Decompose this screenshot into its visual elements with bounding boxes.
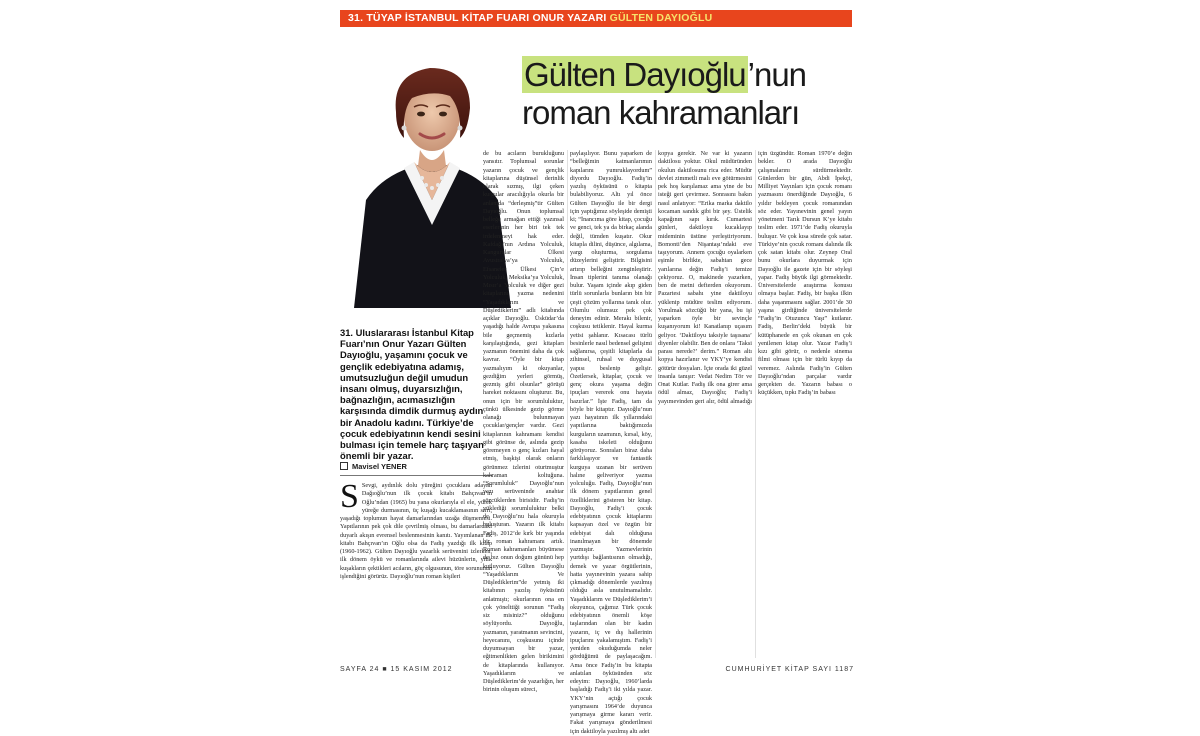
column-4-text: kopya gerekir. Ne var ki yazarın daktilosu yoktur. Okul müdüründen okulun daktilosunu rica eder. Müdür devlet zimmetli malı eve götürmesini pek hoş karşılamaz ama yine de bu isteği geri çevirmez. Sonrasını bakın nasıl anlatıyor: “Erika marka daktilo kocaman sandık gibi bir şey. Üstelik kapağının sapı kırık. Cumartesi günleri, daktiloyu kucaklayıp mideminin üstüne yerleştiriyorum. Bomonti’den Nişantaşı’ndaki eve taşıyorum. Annem çocuğu oyalarken eşimle birlikte, sabahtan gece yarılarına değin Fadiş’i temize çekiyoruz. O, makinede yazarken, ben de metni defterden okuyorum. Pazartesi sabahı yine daktiloyu yüklenip müdüre teslim ediyorum. Yorulmak sözcüğü bir yana, bu işi yaparken öyle bir sevinçle kuşanıyorum ki! Kanatlanıp uçasım geliyor. ‘Daktiloyu taksiyle taşısana’ diyenler olabilir. Ben de onlara ‘Taksi parası nerede?’ derim.” Roman altı kopya hazırlanır ve YKY’ye kendisi götürür dosyaları. İçte orada iki güzel insanla tanışır: Vedat Nedim Tör ve Onat Kutlar. Fadiş ilk ona girer ama ödül almaz, Dayıoğlu; Fadiş’i yayımevinden geri alır, ödül almadığı için üzgündür. Roman 1970’e değin bekler. O arada Dayıoğlu çalışmalarını sürdürmektedir. Günlerden bir gün, Abdi İpekçi, Milliyet Yayınları için çocuk romanı yazmasını önerdiğinde Dayıoğlu, 6 yıldır bekleyen çocuk romanından söz eder. Yayınevinin genel yayın yönetmeni Tarık Dursun K’ye kitabı teslim eder. 1971’de Fadiş okuruyla buluşur. Ve çok kısa sürede çok satar. Türkiye’nin çocuk romanı dalında ilk çok satan kitabı olur. Zeynep Oral bunu okurlara duyurmak için Dayıoğlu ile gazete için bir söyleşi yapar. Fadiş büyük ilgi görmektedir. Üniversitelerde araştırma konusu olmaya başlar. Fadiş, bir başka ilkin daha yaşanmasını sağlar. 2001’de 30 yaşına girdiğinde üniversitelerde “Fadiş’in Otuzuncu Yaşı” kutlanır. Fadiş, Berlin’deki büyük bir kütüphanede en çok okunan en çok yenilenen kitap olur. Yazar Fadiş’i kızı gibi görür, o nedenle sinema filmi olması için bir türlü kıyıp da veremez. Aslında Fadiş’in Gülten Dayıoğlu’ndan parçalar vardır gerçekten de. Yazarın babası o küçükken, tıpkı Fadiş’in babası <box>658 150 852 405</box>
divider <box>340 475 492 476</box>
title-rest-line1: ’nun <box>747 56 807 93</box>
lead-paragraph: 31. Uluslararası İstanbul Kitap Fuarı’nın Onur Yazarı Gülten Dayıoğlu, yaşamını çocuk ve gençlik edebiyatına adamış, umutsuzluğun değil umudun insanı olmuş, duyarsızlığın, bağnazlığın, acımasızlığın karşısında dimdik durmuş aydın bir Anadolu kadını. Türkiye’de çocuk edebiyatının kendi sesini bulması için temele harç taşıyan önemli bir yazar. <box>340 327 484 462</box>
banner-highlight: GÜLTEN DAYIOĞLU <box>609 12 713 24</box>
article-column-1 <box>340 478 492 662</box>
footer-page-info: SAYFA 24 ■ 15 KASIM 2012 <box>340 666 453 673</box>
banner-prefix: 31. TÜYAP İSTANBUL KİTAP FUARI ONUR YAZARI <box>348 12 610 24</box>
footer-publication: CUMHURİYET KİTAP SAYI 1187 <box>725 666 854 673</box>
title-name: Gülten Dayıoğlu <box>524 56 746 93</box>
title-rest-line2: roman kahramanları <box>522 94 800 131</box>
column-divider <box>567 150 568 658</box>
author-name: Mavisel YENER <box>352 462 407 471</box>
column-3-text: paylaşılıyor. Bunu yaparken de “belleğimin katmanlarımın kapılarını yumruklayordum” diyordu Dayıoğlu. Fadiş’in yazılış öyküsünü o kitapta bulabiliyoruz. Altı yıl önce Gülten Dayıoğlu ile bir dergi için yaptığımız söyleşide demişti ki; “İnancıma göre kitap, çocuğu ve genci, tek ya da birkaç alanda değil, tümden kuşatır. Okur kitapla dilini, düşünce, algılama, yargı oluşturma, sorgulama düzeylerini geliştirir. Bilgisini artırıp belleğini zenginleştirir. İnsan tiplerini tanıma olanağı bulur. Yaşam içinde akıp giden türlü sorunlarla bunların bin bir çeşit çözüm yollarına tanık olur. Olumlu olumsuz pek çok deneyim edinir. Merakı bilenir, coşkusu tetiklenir. Hayal kurma yetisi şahlanır. Kısacası türlü besinlerle nasıl bedensel gelişimi sağlanırsa, çeşitli kitaplarla da zihinsel, ruhsal ve duygusal yapısı beslenip gelişir. Özetlersek, kitaplar, çocuk ve genç okura yaşama değin ipuçları vererek onu hayata hazırlar.” İşte Fadiş, tam da böyle bir kitaptır. Dayıoğlu’nun yazı hayatının ilk yıllarındaki yapıtlarına baktığımızda kurguların uzamının, kırsal, köy, kasaba iskeleti olduğunu görüyoruz. Sonraları biraz daha farklılaşıyor ve fantastik kurguya uzanan bir serüven halıne geliveriyor yazma yolculuğu. Fadiş, Dayıoğlu’nun ilk dönem yapıtlarının genel özelliklerini gösteren bir kitap. Dayıoğlu, Fadiş’i çocuk edebiyatının çocuk kitaplarını kapsayan özel ve özgün bir edebiyat dalı olduğuna inanılmayan bir dönemde yazmıştır. Yazmevlerinin yurtdışı bağlantısının olmadığı, demek ve yazar örgütlerinin, hatta yayınevinin yazara sahip çıkmadığı dönemlerde yazılmış olduğu asla unutulmamalıdır. Yaşadıklarım ve Düşlediklerim’i okuyunca, çağımız Türk çocuk edebiyatının önemli köşe taşlarından olan bir kadın yazarın, iç ve dış hallerinin ipuçlarını yakalamıştım. Fadiş’i yeniden okuduğumda neler gördüğümü de paylaşacağım. Ama önce Fadiş’in bu kitapta anlatılan öyküsünden söz edeyim: Dayıoğlu, 1960’larda başladığı Fadiş’i iki yılda yazar. YKY’nin açtığı çocuk yarışmasını 1964’de duyunca yarışmaya girme kararı verir. Fakat yarışmaya gönderilmesi için daktiloyla yazılmış altı adet <box>570 150 652 735</box>
drop-cap: S <box>340 478 359 515</box>
square-bullet-icon <box>340 462 348 470</box>
article-column-3 <box>570 150 652 735</box>
article-title <box>522 56 852 132</box>
column-2-text: de bu acıların burukluğunu yansıtır. Toplumsal sorunlar yazarın çocuk ve gençlik kitaplarına düşünsel derinlik olarak sızmış, ilgi çeken kurgular aracılığıyla okurla bir anlamda “derleşmiş”tir Gülten Dayıoğlu. Onun toplumsal belleğe armağan ettiği yazınsal eserlerinin her biri tek tek irdelenmeyi hak eder. Kafdağı’nın Ardına Yolculuk, Kangurular Ülkesi Avustralya’ya Yolculuk, Efsaneler Ülkesi Çin’e Yolculuk, Meksika’ya Yolculuk, Mısır’a Yolculuk ve diğer gezi kitaplarını yazma nedenini “Yaşadıklarım ve Düşlediklerim” adlı kitabında açıklar Dayıoğlu. Üsküdar’da yaşadığı halde Avrupa yakasına bile geçmemiş kızlarla karşılaştığında, gezi kitapları yazmanın önemini daha da çok kavrar. “Öyle bir kitap yazmalıyım ki okuyanlar, gezdiğim yerleri görmüş, gezmiş gibi olsunlar” görüşü hareket noktasını oluşturur. Bu, onun için bir sorumluluktur, çünkü ülkesinde gezip görme olanağı bulunmayan çocuklar/gençler vardır. Gezi kitaplarının kahramanı kendisi gibi görünse de, aslında gezip göremeyen o genç kızları hayal etmiş, başkişi olarak onların görünmez izlerini oturtmuştur kahraman koltuğuna. “Sorumluluk” Dayıoğlu’nun yazı serüveninde anahtar sözcüklerden birisidir. Fadiş’in yüklediği sorumluluktur belki de Dayıoğlu’nu hala okuruyla buluşturan. Yazarın ilk kitabı Fadiş, 2012’de kırk bir yaşında bir roman kahramanı artık. Roman kahramanları büyümese de bız onun doğum gününü hep kutluyoruz. Gülten Dayıoğlu “Yaşadıklarım Ve Düşlediklerim”de yetmiş iki kitabının yazılış öyküsünü anlatmıştı; okurlarının ona en çok yönelttiği sorunun “Fadiş siz misiniz?” olduğunu söylüyordu. Dayıoğlu, yazmanın, yaratmanın sevincini, heyecanını, coşkusunu içinde duyumsayan bir yazar, eğitmenlikten gelen birikimini de kitaplarında kullanıyor. Yaşadıklarım ve Düşlediklerim’de yazarlığın, her birinin oluşum süreci, <box>483 150 564 694</box>
column-divider <box>655 150 656 658</box>
column-1-text: Sevgi, aydınlık dolu yüreğini çocuklara adayan Dağıoğlu’nun ilk çocuk kitabı Bahçıvan’ın Oğlu’ndan (1965) bu yana okurlarıyla el ele, yürek yüreğe durmasının, üç kuşağı kucaklamasının sırrı, yaşadığı toplumun hayat damarlarından uzağa düşmemesi. Yapıtlarının pek çok dile çevrilmiş olması, bu damarlardaki duyarlı akışın evrensel beslenmesinin kanıtı. Yayımlanan ilk kitabı Bahçıvan’ın Oğlu olsa da Fadiş yazdığı ilk kitap (1960-1962). Gülten Dayıoğlu yazarlık serüvenini izlerken, ilk dönem öykü ve romanlarında ailevi hüzünlerin, yitik kuşakların çektikleri acıların, göç olgusunun, töre sorununun işlendiğini görürüz. Dayıoğlu’nun roman kişileri <box>340 482 492 580</box>
page-footer <box>340 666 854 678</box>
column-divider <box>755 150 756 658</box>
magazine-page <box>340 10 854 735</box>
section-banner <box>340 10 852 27</box>
author-byline <box>340 462 492 471</box>
article-column-2 <box>483 150 564 694</box>
